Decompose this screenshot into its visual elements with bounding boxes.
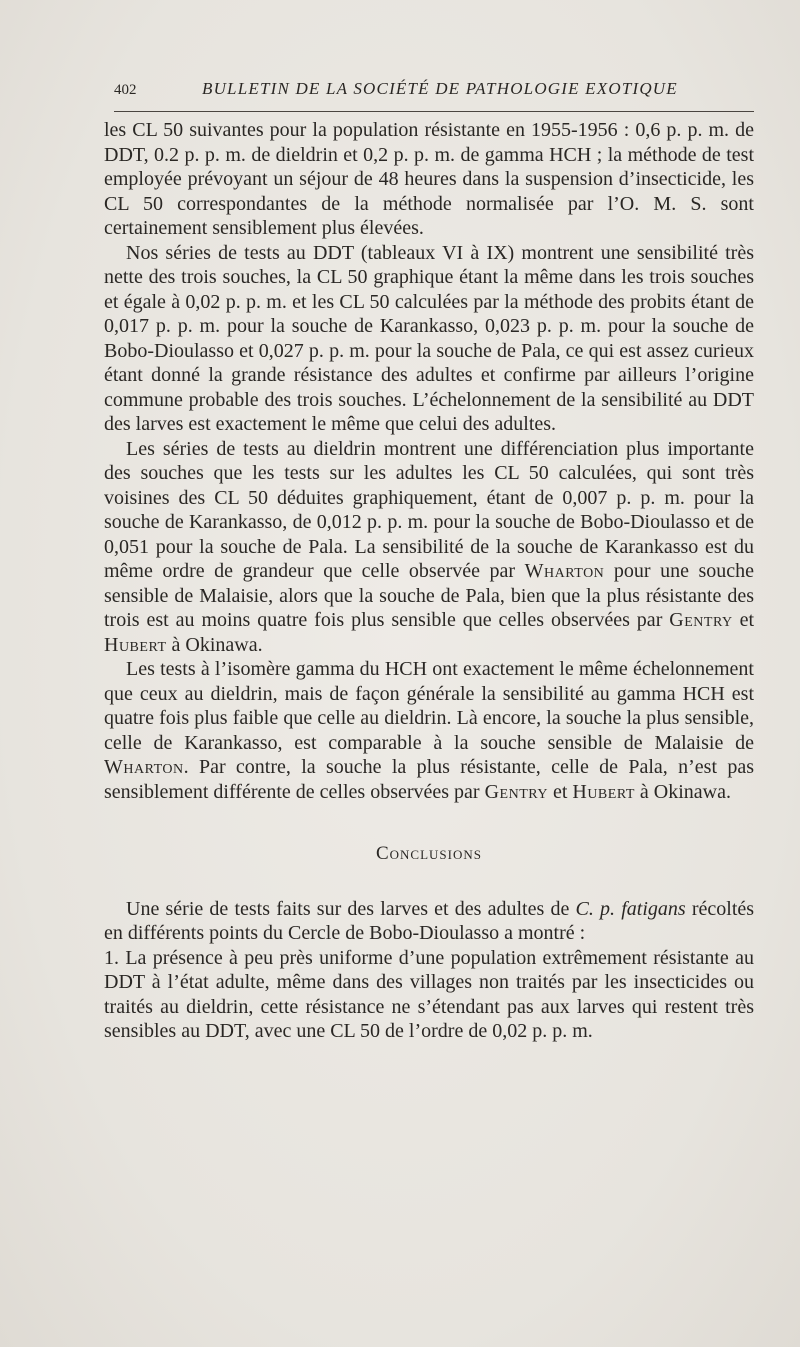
paragraph-4-text-c: à Okinawa. bbox=[639, 780, 731, 803]
paragraph-5 bbox=[104, 897, 754, 946]
species-name: C. p. fatigans bbox=[575, 897, 686, 920]
conjunction: et bbox=[552, 780, 568, 803]
paragraph-3-text-c: à Okinawa. bbox=[171, 633, 263, 656]
page-header bbox=[114, 79, 754, 105]
paragraph-4-text-b: . Par contre, la souche la plus résistante, celle de Pala, n’est pas sensiblement différente de celles observées par bbox=[104, 756, 754, 803]
paragraph-3 bbox=[104, 437, 754, 658]
author-gentry: Gentry bbox=[669, 609, 733, 631]
conjunction: et bbox=[739, 609, 755, 631]
header-rule bbox=[114, 111, 754, 112]
conclusion-item-1: 1. La présence à peu près uniforme d’une population extrêmement résistante au DDT à l’état adulte, même dans des villages non traités par les insecticides ou traités au dieldrin, cette résistance ne s’étendant pas aux larves qui restent très sensibles au DDT, avec une CL 50 de l’ordre de 0,02 p. p. m. bbox=[104, 946, 754, 1042]
running-title: BULLETIN DE LA SOCIÉTÉ DE PATHOLOGIE EXOTIQUE bbox=[202, 79, 678, 98]
paragraph-1: les CL 50 suivantes pour la population résistante en 1955-1956 : 0,6 p. p. m. de DDT, 0.2 p. p. m. de dieldrin et 0,2 p. p. m. de gamma HCH ; la méthode de test employée prévoyant un séjour de 48 heures dans la suspension d’insecticide, les CL 50 correspondantes de la méthode normalisée par l’O. M. S. sont certainement sensiblement plus élevées. bbox=[104, 119, 754, 239]
author-hubert: Hubert bbox=[104, 633, 167, 656]
paragraph-5-text-a: Une série de tests faits sur des larves et des adultes de bbox=[126, 897, 570, 920]
paragraph-2: Nos séries de tests au DDT (tableaux VI à IX) montrent une sensibilité très nette des trois souches, la CL 50 graphique étant la même dans les trois souches et égale à 0,02 p. p. m. et les CL 50 calculées par la méthode des probits étant de 0,017 p. p. m. pour la souche de Karankasso, 0,023 p. p. m. pour la souche de Bobo-Dioulasso et 0,027 p. p. m. pour la souche de Pala, ce qui est assez curieux étant donné la grande résistance des adultes et confirme par ailleurs l’origine commune probable des trois souches. L’échelonnement de la sensibilité au DDT des larves est exactement le même que celui des adultes. bbox=[104, 241, 754, 435]
paragraph-4-text-a: Les tests à l’isomère gamma du HCH ont exactement le même échelonnement que ceux au dieldrin, mais de façon générale la sensibilité au gamma HCH est quatre fois plus faible que celle au dieldrin. Là encore, la souche la plus sensible, celle de Karankasso, est comparable à la souche sensible de Malaisie de bbox=[104, 658, 754, 754]
paragraph-4 bbox=[104, 657, 754, 804]
author-gentry: Gentry bbox=[484, 780, 548, 803]
body-text bbox=[104, 118, 754, 1044]
author-wharton: Wharton bbox=[104, 756, 184, 778]
paragraph-3-text-b: pour une souche sensible de Malaisie, alors que la souche de Pala, bien que la plus résistante des trois est au moins quatre fois plus sensible que celles observées par bbox=[104, 560, 755, 631]
paragraph-5-text-b: récoltés en différents points du Cercle de Bobo-Dioulasso a montré : bbox=[104, 897, 755, 944]
author-wharton: Wharton bbox=[524, 560, 605, 582]
conclusions-heading: Conclusions bbox=[375, 843, 482, 864]
paragraph-3-text-a: Les séries de tests au dieldrin montrent une différenciation plus importante des souches que les tests sur les adultes les CL 50 calculées, qui sont très voisines des CL 50 déduites graphiquement, étant de 0,007 p. p. m. pour la souche de Karankasso, de 0,012 p. p. m. pour la souche de Bobo-Dioulasso et de 0,051 pour la souche de Pala. La sensibilité de la souche de Karankasso est du même ordre de grandeur que celle observée par bbox=[104, 437, 754, 582]
author-hubert: Hubert bbox=[572, 780, 635, 803]
page-number: 402 bbox=[114, 82, 137, 98]
